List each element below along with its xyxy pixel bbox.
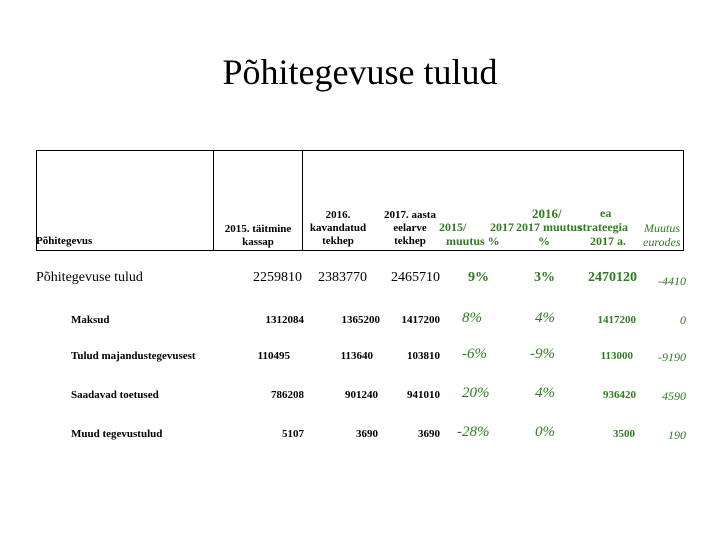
header-strateegia: strateegia bbox=[578, 220, 628, 234]
header-2015-slash: 2015/ bbox=[439, 220, 467, 234]
cell-pct2: 4% bbox=[535, 310, 555, 326]
header-2016-line2: kavandatud bbox=[309, 222, 367, 234]
cell-strategy: 3500 bbox=[613, 428, 635, 440]
cell-strategy: 936420 bbox=[603, 389, 636, 401]
cell-diff: -9190 bbox=[658, 350, 686, 364]
header-2017: 2017 bbox=[490, 220, 514, 234]
cell-strategy: 2470120 bbox=[588, 270, 637, 285]
cell-2016: 901240 bbox=[345, 389, 378, 401]
cell-pct1: -6% bbox=[462, 346, 487, 362]
header-2015-line1: 2015. täitmine bbox=[224, 223, 292, 235]
cell-strategy: 113000 bbox=[600, 350, 633, 362]
row-label: Maksud bbox=[71, 314, 110, 326]
header-2017-muutus: 2017 muutus bbox=[516, 220, 582, 234]
cell-pct1: 9% bbox=[468, 270, 489, 285]
header-muutus-eurodes-2: eurodes bbox=[643, 235, 681, 249]
cell-2017: 2465710 bbox=[391, 270, 440, 285]
header-2017-line1: 2017. aasta bbox=[384, 209, 436, 221]
cell-2017: 1417200 bbox=[401, 314, 440, 326]
cell-2015: 2259810 bbox=[253, 270, 302, 285]
header-muutus-pct-2: % bbox=[538, 234, 550, 248]
cell-diff: -4410 bbox=[658, 274, 686, 288]
cell-pct1: 8% bbox=[462, 310, 482, 326]
header-2015-line2: kassap bbox=[242, 236, 274, 248]
cell-2016: 113640 bbox=[340, 350, 373, 362]
row-label: Põhitegevuse tulud bbox=[36, 270, 143, 285]
cell-2015: 786208 bbox=[271, 389, 304, 401]
cell-2017: 103810 bbox=[407, 350, 440, 362]
header-2017-line2: eelarve bbox=[393, 222, 427, 234]
header-2017-line3: tekhep bbox=[394, 235, 426, 247]
row-label: Muud tegevustulud bbox=[71, 428, 163, 440]
cell-strategy: 1417200 bbox=[597, 314, 636, 326]
cell-pct2: -9% bbox=[530, 346, 555, 362]
row-label: Saadavad toetused bbox=[71, 389, 159, 401]
cell-2015: 5107 bbox=[282, 428, 304, 440]
cell-2017: 941010 bbox=[407, 389, 440, 401]
cell-diff: 4590 bbox=[662, 389, 686, 403]
header-ea: ea bbox=[600, 206, 612, 220]
cell-pct1: -28% bbox=[457, 424, 490, 440]
row-label: Tulud majandustegevusest bbox=[71, 350, 196, 362]
cell-2015: 1312084 bbox=[265, 314, 304, 326]
page-title: Põhitegevuse tulud bbox=[222, 52, 498, 92]
cell-pct2: 0% bbox=[535, 424, 555, 440]
cell-2016: 3690 bbox=[356, 428, 378, 440]
header-muutus-pct-1: muutus % bbox=[446, 234, 500, 248]
cell-2016: 1365200 bbox=[341, 314, 380, 326]
header-2016-slash: 2016/ bbox=[532, 206, 562, 221]
cell-diff: 190 bbox=[668, 428, 686, 442]
cell-2015: 110495 bbox=[257, 350, 290, 362]
header-pohitegevus: Põhitegevus bbox=[36, 235, 93, 247]
cell-diff: 0 bbox=[680, 313, 686, 327]
cell-2017: 3690 bbox=[418, 428, 440, 440]
header-muutus-eurodes-1: Muutus bbox=[644, 221, 680, 235]
cell-pct1: 20% bbox=[462, 385, 490, 401]
cell-pct2: 3% bbox=[534, 270, 555, 285]
cell-2016: 2383770 bbox=[318, 270, 367, 285]
header-2016-line3: tekhep bbox=[322, 235, 354, 247]
header-2016-line1: 2016. bbox=[325, 209, 351, 221]
header-2017a: 2017 a. bbox=[590, 234, 626, 248]
cell-pct2: 4% bbox=[535, 385, 555, 401]
